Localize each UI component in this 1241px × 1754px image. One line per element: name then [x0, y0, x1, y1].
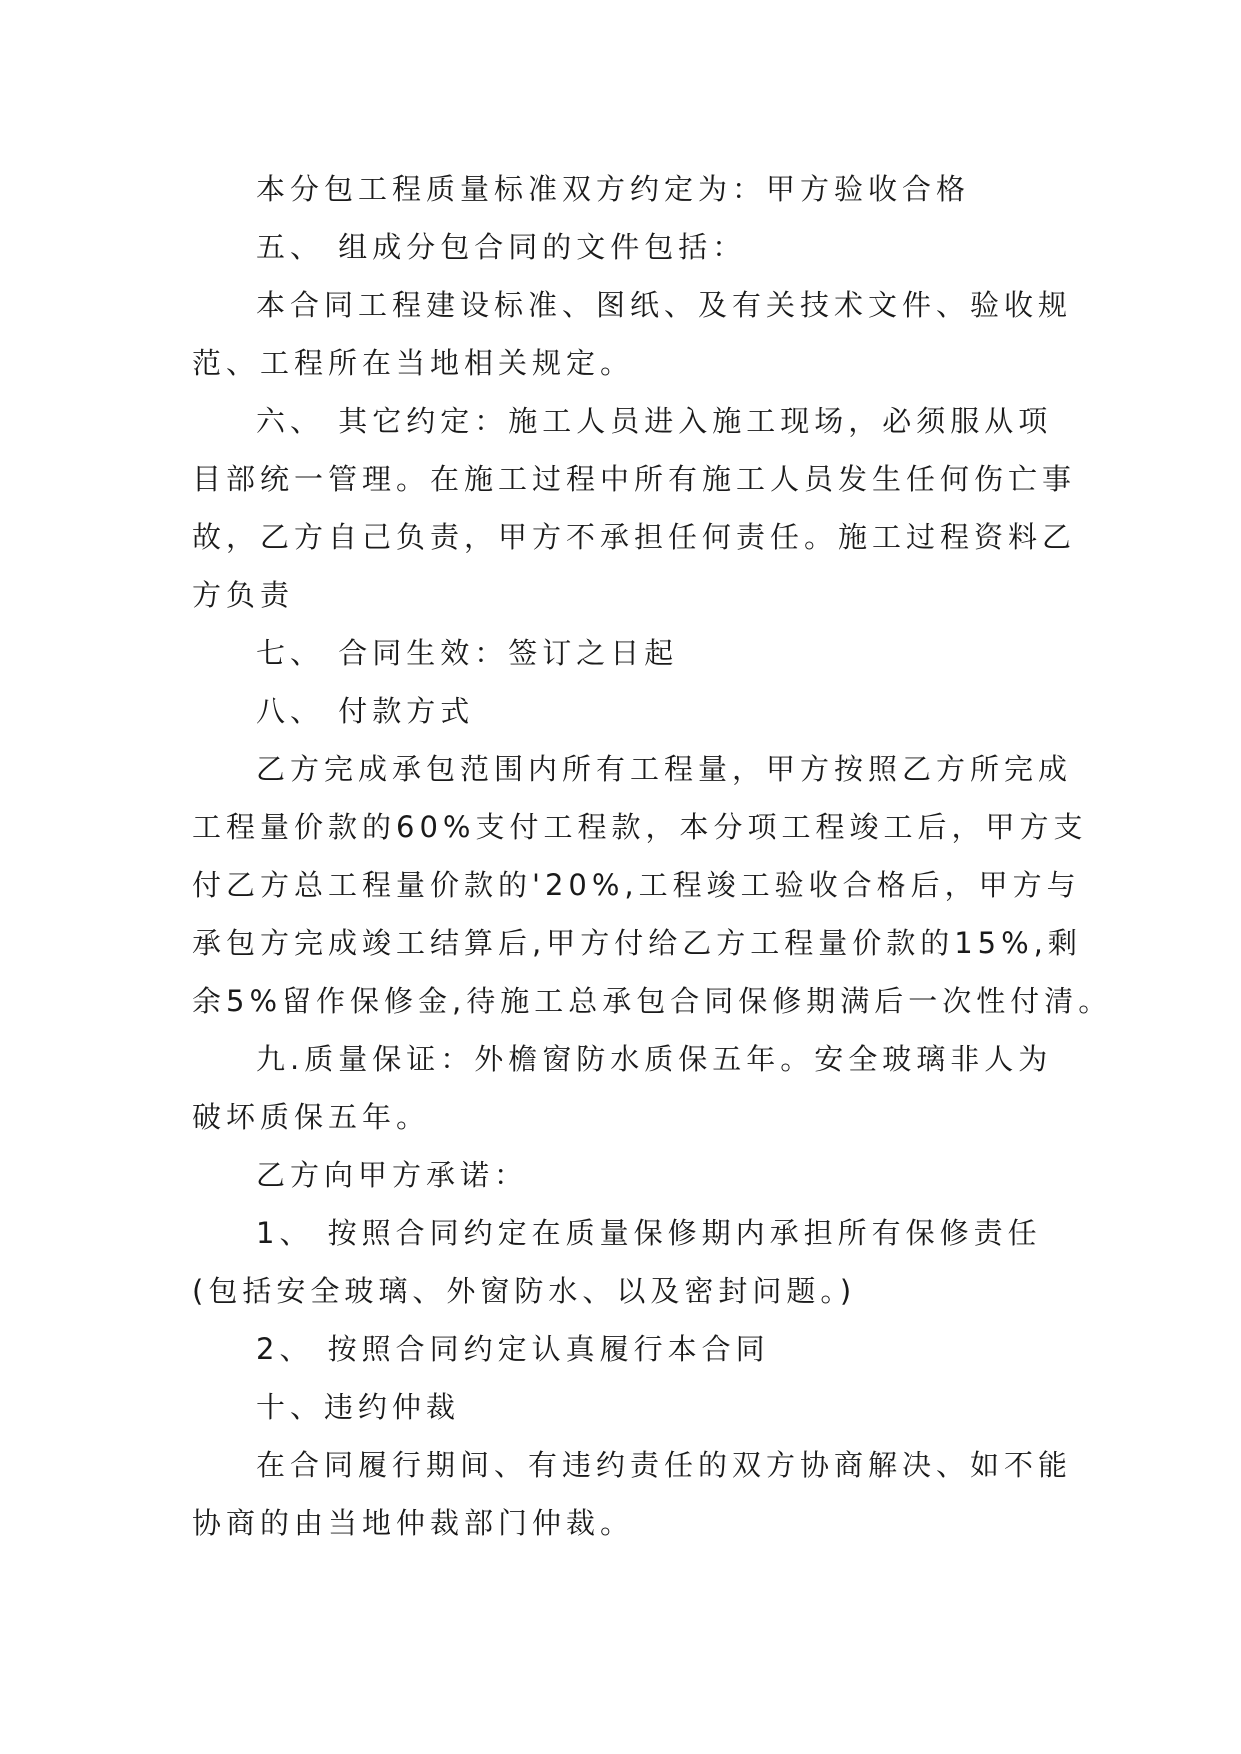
paragraph-quality-standard: 本分包工程质量标准双方约定为：甲方验收合格	[256, 172, 971, 206]
arbitration-paragraph-line-2: 协商的由当地仲裁部门仲裁。	[192, 1506, 635, 1540]
arbitration-paragraph-line-1: 在合同履行期间、有违约责任的双方协商解决、如不能	[256, 1448, 1073, 1482]
section-five-heading: 五、 组成分包合同的文件包括：	[256, 230, 747, 264]
payment-paragraph-line-1: 乙方完成承包范围内所有工程量，甲方按照乙方所完成	[256, 752, 1073, 786]
section-eight-heading: 八、 付款方式	[256, 694, 475, 728]
payment-paragraph-line-2: 工程量价款的60%支付工程款，本分项工程竣工后，甲方支	[192, 810, 1088, 844]
paragraph-contract-documents-line-2: 范、工程所在当地相关规定。	[192, 346, 635, 380]
section-ten-heading: 十、违约仲裁	[256, 1390, 461, 1424]
commitment-heading: 乙方向甲方承诺：	[256, 1158, 529, 1192]
section-six-line-4: 方负责	[192, 578, 295, 612]
section-six-line-1: 六、 其它约定：施工人员进入施工现场，必须服从项	[256, 404, 1053, 438]
section-nine-line-1: 九.质量保证：外檐窗防水质保五年。安全玻璃非人为	[256, 1042, 1053, 1076]
commitment-item-1-line-2: (包括安全玻璃、外窗防水、以及密封问题。)	[192, 1274, 857, 1308]
payment-paragraph-line-5: 余5%留作保修金,待施工总承包合同保修期满后一次性付清。	[192, 984, 1113, 1018]
section-six-line-3: 故，乙方自己负责，甲方不承担任何责任。施工过程资料乙	[192, 520, 1077, 554]
section-seven-heading: 七、 合同生效：签订之日起	[256, 636, 679, 670]
commitment-item-1-line-1: 1、 按照合同约定在质量保修期内承担所有保修责任	[256, 1216, 1042, 1250]
payment-paragraph-line-4: 承包方完成竣工结算后,甲方付给乙方工程量价款的15%,剩	[192, 926, 1082, 960]
commitment-item-2: 2、 按照合同约定认真履行本合同	[256, 1332, 770, 1366]
section-nine-line-2: 破坏质保五年。	[192, 1100, 431, 1134]
payment-paragraph-line-3: 付乙方总工程量价款的'20%,工程竣工验收合格后，甲方与	[192, 868, 1081, 902]
paragraph-contract-documents-line-1: 本合同工程建设标准、图纸、及有关技术文件、验收规	[256, 288, 1073, 322]
document-body	[192, 160, 1113, 1552]
section-six-line-2: 目部统一管理。在施工过程中所有施工人员发生任何伤亡事	[192, 462, 1077, 496]
